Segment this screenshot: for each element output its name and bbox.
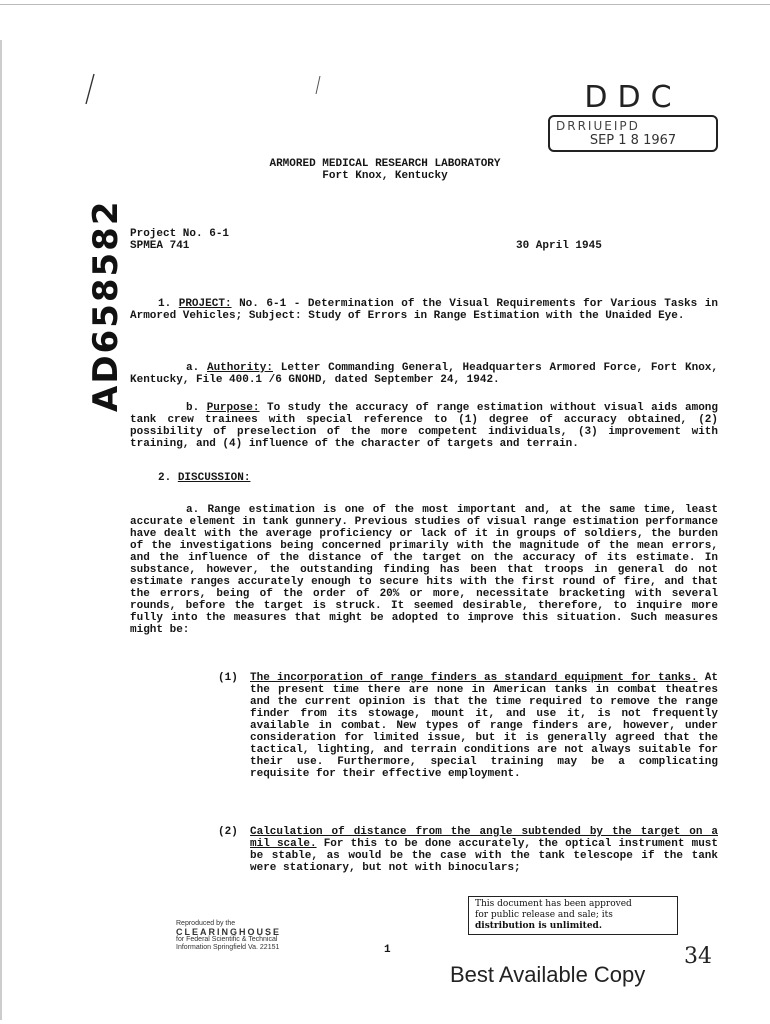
measure-2: [250, 826, 718, 874]
measure-1: [250, 672, 718, 780]
clearinghouse-line-4: Information Springfield Va. 22151: [176, 944, 280, 951]
page-number: 1: [384, 944, 391, 956]
clearinghouse-line-3: for Federal Scientific & Technical: [176, 936, 278, 943]
org-header: [0, 158, 770, 182]
section-1a-number: a.: [186, 362, 200, 374]
clearinghouse-stamp: [176, 920, 326, 952]
measure-1-title: The incorporation of range finders as standard equipment for tanks.: [250, 672, 698, 684]
section-1-label: PROJECT:: [178, 298, 232, 310]
document-date: 30 April 1945: [516, 240, 602, 252]
section-1b-purpose: [130, 402, 718, 450]
section-2-discussion: [158, 472, 250, 484]
org-name: ARMORED MEDICAL RESEARCH LABORATORY: [269, 158, 501, 170]
release-notice-line-3: distribution is unlimited.: [475, 921, 602, 931]
section-1a-text: Letter Commanding General, Headquarters Armored Force, Fort Knox, Kentucky, File 400.1 /6 GNOHD, dated September 24, 1942.: [130, 362, 719, 386]
scan-left-edge: [0, 40, 2, 1020]
section-2-number: 2.: [158, 472, 172, 484]
stamp-date: SEP 1 8 1967: [589, 133, 677, 148]
section-1-project: [130, 298, 718, 322]
release-notice-line-2: for public release and sale; its: [475, 910, 613, 920]
scan-top-line: [0, 4, 770, 5]
stamp-subtitle: DRRIUEIPD: [556, 119, 640, 133]
project-number: Project No. 6-1: [130, 228, 230, 240]
org-location: Fort Knox, Kentucky: [322, 170, 448, 182]
section-1a-label: Authority:: [206, 362, 273, 374]
handwritten-page-mark: 34: [684, 944, 712, 969]
measure-1-number: (1): [218, 672, 238, 684]
document-side-code: AD658582: [86, 199, 126, 412]
section-1a-authority: [130, 362, 718, 386]
section-1-text: No. 6-1 - Determination of the Visual Requirements for Various Tasks in Armored Vehicles; Subject: Study of Errors in Range Estimation with the Unaided Eye.: [130, 298, 718, 322]
clearinghouse-line-1: Reproduced by the: [176, 920, 236, 927]
measure-1-text: At the present time there are none in American tanks in combat theatres and the current opinion is that the time required to remove the range finder from its stowage, mount it, and use it, is not frequently available in combat. New types of range finders are, however, under consideration for limited issue, but it is generally agreed that the tactical, lighting, and terrain conditions are not always suitable for their use. Furthermore, special training may be a complicating requisite for their effective employment.: [250, 672, 718, 780]
section-1b-text: To study the accuracy of range estimation without visual aids among tank crew trainees with special reference to (1) degree of accuracy obtained, (2) possibility of preselection of the more competent individuals, (3) improvement with training, and (4) influence of the character of targets and terrain.: [130, 402, 718, 450]
measure-2-title: Calculation of distance from the angle subtended by the target on a mil scale.: [250, 826, 718, 850]
release-notice-line-1: This document has been approved: [475, 899, 632, 909]
measure-2-number: (2): [218, 826, 238, 838]
measure-2-text: For this to be done accurately, the optical instrument must be stable, as would be the case with the tank telescope if the tank were stationary, but not with binoculars;: [250, 838, 718, 874]
ddc-stamp: [548, 80, 718, 152]
section-2a-number: a.: [186, 504, 200, 516]
stamp-box: [548, 115, 718, 152]
section-2a-paragraph: [130, 504, 718, 636]
section-1b-number: b.: [186, 402, 200, 414]
best-available-copy: Best Available Copy: [450, 962, 646, 987]
pen-marks: [80, 70, 340, 110]
section-1b-label: Purpose:: [206, 402, 260, 414]
section-2-label: DISCUSSION:: [177, 472, 251, 484]
spmea-number: SPMEA 741: [130, 240, 190, 252]
clearinghouse-line-2: CLEARINGHOUSE: [176, 927, 282, 937]
release-notice: [468, 896, 678, 935]
section-2a-text: Range estimation is one of the most important and, at the same time, least accurate element in tank gunnery. Previous studies of visual range estimation performance have dealt with the average proficiency or lack of it in groups of soldiers, the burden of the investigations being concerned primarily with the magnitude of the mean errors, and the influence of the distance of the target on the accuracy of its estimate. In substance, however, the outstanding finding has been that troops in general do not estimate ranges accurately enough to secure hits with the first round of fire, and that the errors, being of the order of 20% or more, necessitate bracketing with several rounds, before the target is struck. It seemed desirable, therefore, to inquire more fully into the measures that might be adopted to improve this situation. Such measures might be:: [130, 504, 718, 636]
stamp-title: DDC: [584, 80, 682, 115]
section-1-number: 1.: [158, 298, 172, 310]
